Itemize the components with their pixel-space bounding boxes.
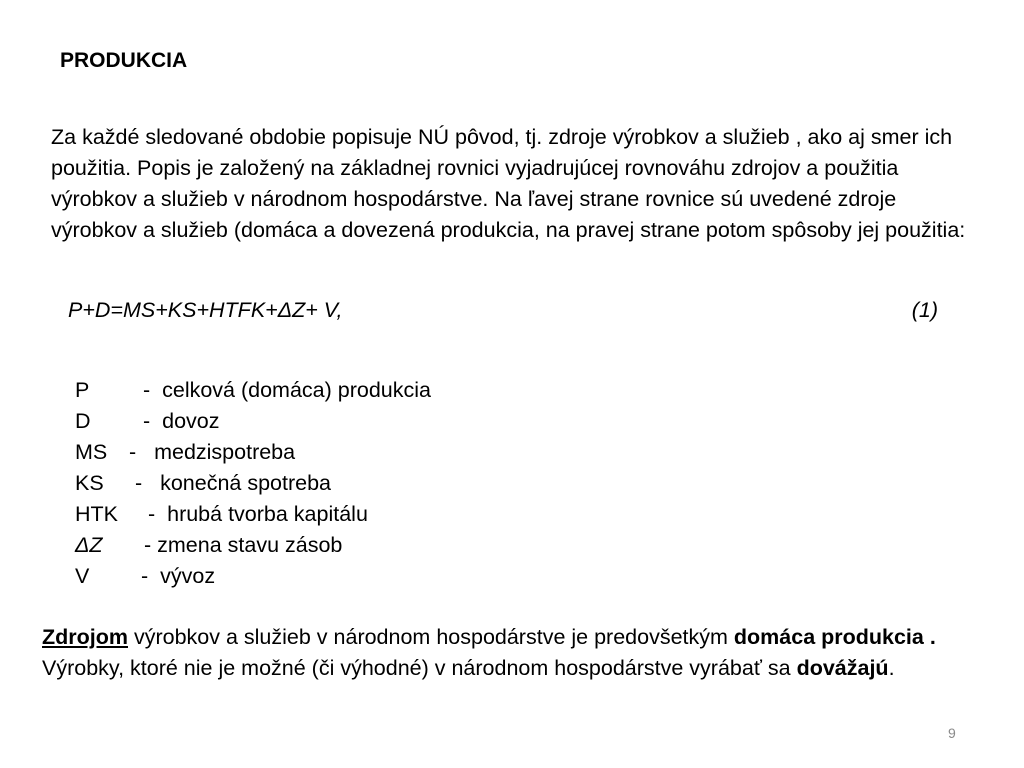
summary-emphasis: dovážajú [796, 656, 889, 680]
summary-term: Zdrojom [42, 625, 128, 649]
summary-emphasis: domáca produkcia . [733, 625, 936, 649]
legend-symbol: KS [75, 471, 104, 495]
legend-description: - hrubá tvorba kapitálu [148, 502, 368, 526]
legend-symbol: MS [75, 440, 108, 464]
legend-description: - konečná spotreba [135, 471, 332, 495]
legend-symbol: P [75, 378, 90, 402]
equation-formula: P+D=MS+KS+HTFK+ΔZ+ V, [68, 298, 343, 322]
page-number: 9 [948, 725, 956, 741]
summary-text: výrobkov a služieb v národnom hospodárstve je predovšetkým [128, 625, 734, 649]
equation-number: (1) [911, 298, 938, 322]
legend-description: - celková (domáca) produkcia [143, 378, 431, 402]
legend-symbol: V [75, 564, 90, 588]
legend-symbol: HTK [75, 502, 118, 526]
legend-symbol: D [75, 409, 91, 433]
legend-description: - dovoz [143, 409, 220, 433]
slide-title: PRODUKCIA [60, 49, 188, 72]
equation [68, 296, 938, 324]
legend-description: - vývoz [141, 564, 216, 588]
legend-description: - medzispotreba [129, 440, 296, 464]
summary-text: . [888, 656, 895, 680]
intro-paragraph: Za každé sledované obdobie popisuje NÚ pôvod, tj. zdroje výrobkov a služieb , ako aj smer ich použitia. Popis je založený na základnej rovnici vyjadrujúcej rovnováhu zdrojov a použitia výrobkov a služieb v národnom hospodárstve. Na ľavej strane rovnice sú uvedené zdroje výrobkov a služieb (domáca a dovezená produkcia, na pravej strane potom spôsoby jej použitia: [51, 125, 966, 242]
legend-description: - zmena stavu zásob [144, 533, 343, 557]
summary-paragraph [42, 622, 982, 684]
legend-symbol: ΔZ [75, 533, 103, 557]
summary-text: Výrobky, ktoré nie je možné (či výhodné) v národnom hospodárstve vyrábať sa [42, 656, 797, 680]
